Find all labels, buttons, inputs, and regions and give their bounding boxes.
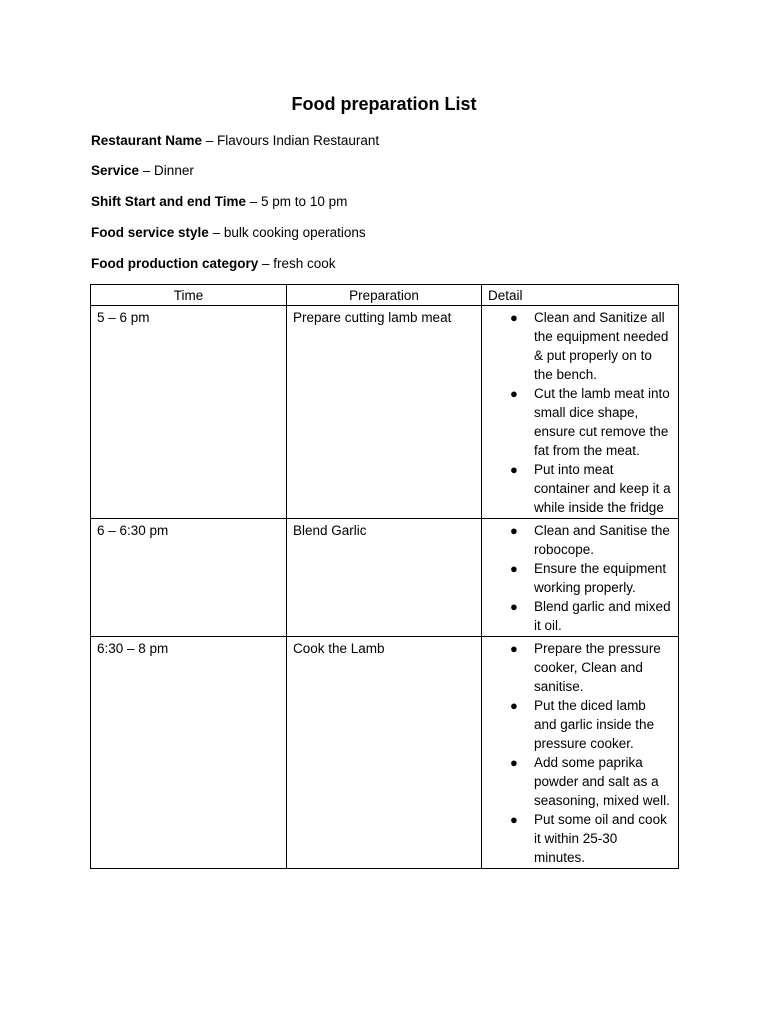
detail-text: Put into meat container and keep it a while inside the fridge <box>534 462 671 515</box>
field-value: – 5 pm to 10 pm <box>246 194 348 209</box>
preparation-table <box>90 284 679 869</box>
shift-time-field <box>91 194 347 209</box>
service-field <box>91 163 194 178</box>
bullet-icon: ● <box>510 462 518 477</box>
food-service-style-field <box>91 225 366 240</box>
bullet-icon: ● <box>510 386 518 401</box>
list-item <box>488 308 672 384</box>
time-cell: 6:30 – 8 pm <box>91 637 287 869</box>
detail-list <box>488 308 672 517</box>
detail-cell <box>482 637 679 869</box>
detail-list <box>488 521 672 635</box>
preparation-cell: Cook the Lamb <box>287 637 482 869</box>
detail-text: Clean and Sanitise the robocope. <box>534 523 670 557</box>
detail-cell <box>482 519 679 637</box>
detail-text: Add some paprika powder and salt as a seasoning, mixed well. <box>534 755 670 808</box>
detail-text: Cut the lamb meat into small dice shape, ensure cut remove the fat from the meat. <box>534 386 670 458</box>
detail-text: Clean and Sanitize all the equipment needed & put properly on to the bench. <box>534 310 669 382</box>
list-item <box>488 696 672 753</box>
list-item <box>488 521 672 559</box>
bullet-icon: ● <box>510 755 518 770</box>
detail-text: Blend garlic and mixed it oil. <box>534 599 671 633</box>
food-production-category-field <box>91 256 336 271</box>
field-label: Food service style <box>91 225 209 240</box>
field-label: Food production category <box>91 256 259 271</box>
list-item <box>488 753 672 810</box>
field-label: Service <box>91 163 140 178</box>
field-value: – Flavours Indian Restaurant <box>202 133 380 148</box>
bullet-icon: ● <box>510 561 518 576</box>
list-item <box>488 460 672 517</box>
list-item <box>488 559 672 597</box>
table-row <box>91 637 679 869</box>
bullet-icon: ● <box>510 599 518 614</box>
bullet-icon: ● <box>510 641 518 656</box>
restaurant-name-field <box>91 133 379 148</box>
preparation-cell: Blend Garlic <box>287 519 482 637</box>
detail-text: Put the diced lamb and garlic inside the pressure cooker. <box>534 698 655 751</box>
detail-text: Put some oil and cook it within 25-30 minutes. <box>534 812 667 865</box>
field-label: Shift Start and end Time <box>91 194 247 209</box>
page-title: Food preparation List <box>291 94 477 114</box>
table-row <box>91 519 679 637</box>
detail-list <box>488 639 672 867</box>
preparation-cell: Prepare cutting lamb meat <box>287 306 482 519</box>
header-preparation: Preparation <box>287 285 482 306</box>
time-cell: 6 – 6:30 pm <box>91 519 287 637</box>
time-cell: 5 – 6 pm <box>91 306 287 519</box>
list-item <box>488 597 672 635</box>
table-row <box>91 306 679 519</box>
field-value: – bulk cooking operations <box>208 225 366 240</box>
field-value: – Dinner <box>139 163 194 178</box>
bullet-icon: ● <box>510 310 518 325</box>
list-item <box>488 639 672 696</box>
detail-text: Prepare the pressure cooker, Clean and sanitise. <box>534 641 661 694</box>
bullet-icon: ● <box>510 812 518 827</box>
header-time: Time <box>91 285 287 306</box>
detail-text: Ensure the equipment working properly. <box>534 561 667 595</box>
detail-cell <box>482 306 679 519</box>
list-item <box>488 384 672 460</box>
table-header-row <box>91 285 679 306</box>
field-value: – fresh cook <box>258 256 336 271</box>
bullet-icon: ● <box>510 698 518 713</box>
header-detail: Detail <box>482 285 679 306</box>
field-label: Restaurant Name <box>91 133 203 148</box>
list-item <box>488 810 672 867</box>
bullet-icon: ● <box>510 523 518 538</box>
